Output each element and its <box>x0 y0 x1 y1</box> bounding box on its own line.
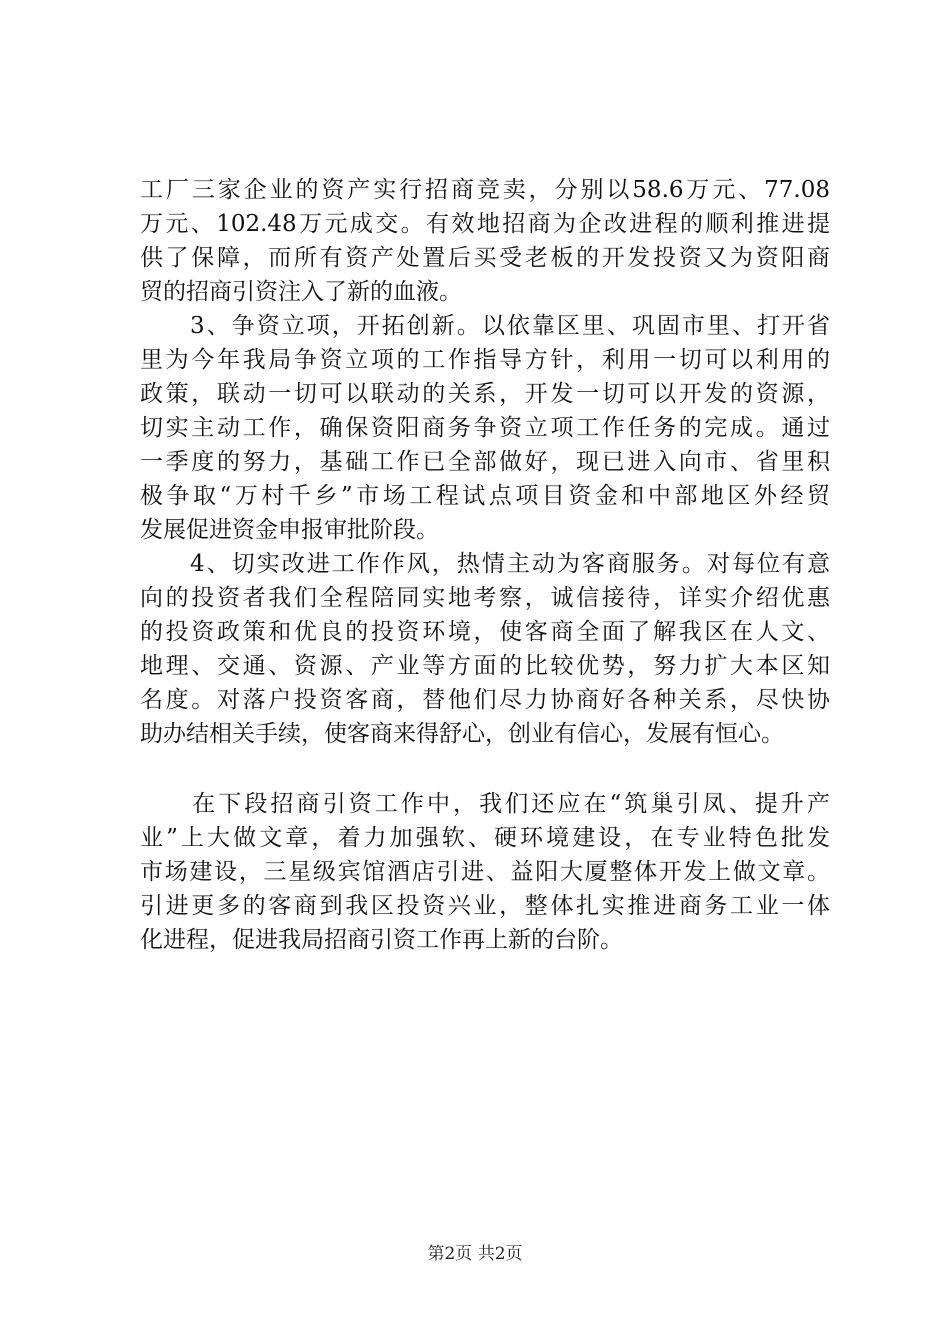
text-line: 政策，联动一切可以联动的关系，开发一切可以开发的资源， <box>140 381 830 407</box>
text-line: 的投资政策和优良的投资环境，使客商全面了解我区在人文、 <box>140 619 830 645</box>
document-body <box>140 173 830 957</box>
text-line: 名度。对落户投资客商，替他们尽力协商好各种关系，尽快协 <box>140 687 830 713</box>
paragraph-2 <box>140 309 830 547</box>
text-line: 向的投资者我们全程陪同实地考察，诚信接待，详实介绍优惠 <box>140 585 830 611</box>
paragraph-3 <box>140 547 830 751</box>
text-line: 工厂三家企业的资产实行招商竞卖，分别以58.6万元、77.08 <box>140 177 830 203</box>
text-line: 极争取“万村千乡”市场工程试点项目资金和中部地区外经贸 <box>140 483 830 509</box>
text-line: 4、切实改进工作作风，热情主动为客商服务。对每位有意 <box>140 551 830 577</box>
text-line: 业”上大做文章，着力加强软、硬环境建设，在专业特色批发 <box>140 825 830 851</box>
paragraph-1 <box>140 173 830 309</box>
text-line: 引进更多的客商到我区投资兴业，整体扎实推进商务工业一体 <box>140 893 830 919</box>
page-footer: 第2页 共2页 <box>427 1244 523 1264</box>
text-line: 里为今年我局争资立项的工作指导方针，利用一切可以利用的 <box>140 347 830 373</box>
text-line: 贸的招商引资注入了新的血液。 <box>140 279 462 305</box>
text-line: 万元、102.48万元成交。有效地招商为企改进程的顺利推进提 <box>140 211 830 237</box>
text-line: 地理、交通、资源、产业等方面的比较优势，努力扩大本区知 <box>140 653 830 679</box>
text-line: 在下段招商引资工作中，我们还应在“筑巢引凤、提升产 <box>140 791 830 817</box>
text-line: 一季度的努力，基础工作已全部做好，现已进入向市、省里积 <box>140 449 830 475</box>
paragraph-4 <box>140 787 830 957</box>
text-line: 助办结相关手续，使客商来得舒心，创业有信心，发展有恒心。 <box>140 721 784 747</box>
paragraph-gap <box>140 751 830 787</box>
text-line: 发展促进资金申报审批阶段。 <box>140 517 439 543</box>
text-line: 切实主动工作，确保资阳商务争资立项工作任务的完成。通过 <box>140 415 830 441</box>
text-line: 市场建设，三星级宾馆酒店引进、益阳大厦整体开发上做文章。 <box>140 859 830 885</box>
text-line: 供了保障，而所有资产处置后买受老板的开发投资又为资阳商 <box>140 245 830 271</box>
text-line: 化进程，促进我局招商引资工作再上新的台阶。 <box>140 927 623 953</box>
text-line: 3、争资立项，开拓创新。以依靠区里、巩固市里、打开省 <box>140 313 830 339</box>
